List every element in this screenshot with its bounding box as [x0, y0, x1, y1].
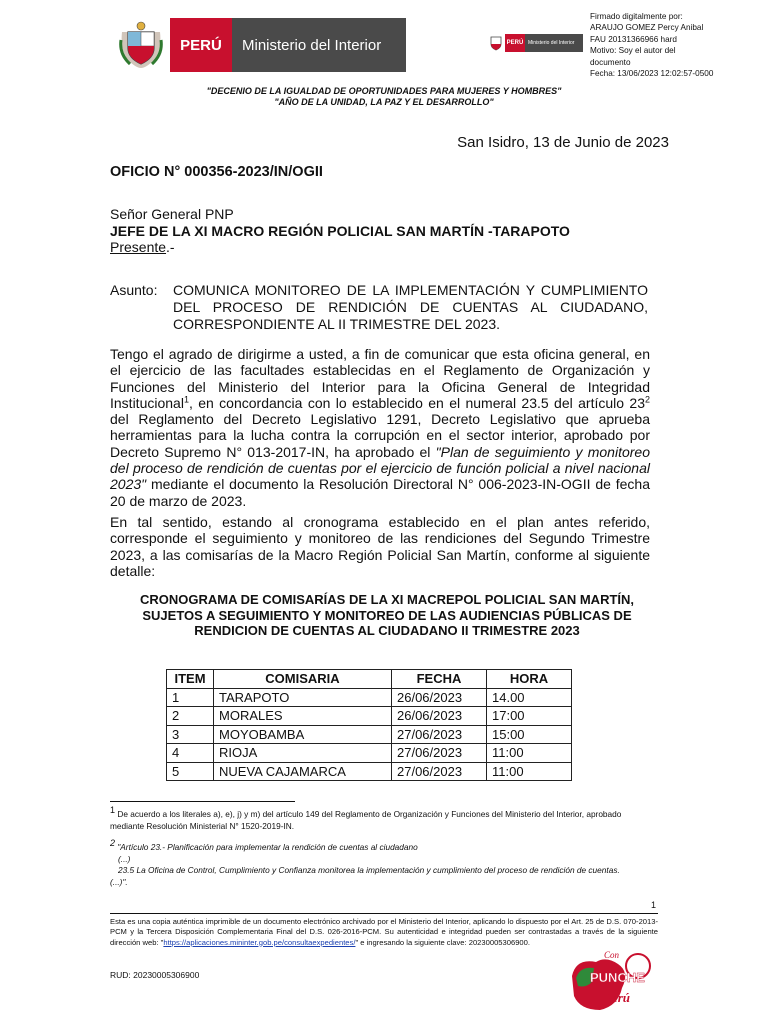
- footnote-1-number: 1: [110, 805, 116, 816]
- table-cell: 15:00: [487, 725, 572, 744]
- verification-link[interactable]: https://aplicaciones.mininter.gob.pe/consultaexpedientes/: [163, 937, 356, 947]
- table-cell: 27/06/2023: [392, 725, 487, 744]
- signature-logo-country: PERÚ: [505, 34, 525, 52]
- table-row: [167, 688, 572, 707]
- footer-divider: [110, 913, 658, 914]
- footnote-1-text: De acuerdo a los literales a), e), j) y m) del artículo 149 del Reglamento de Organización y Funciones del Ministerio del Interior, aprobado mediante Resolución Ministerial N° 1520-2019-IN.: [110, 809, 622, 831]
- table-cell: 17:00: [487, 707, 572, 726]
- recipient-title: Señor General PNP: [110, 206, 234, 222]
- column-header: COMISARIA: [214, 670, 392, 689]
- footnote-2-line: (...)".: [110, 876, 128, 887]
- document-date: San Isidro, 13 de Junio de 2023: [457, 134, 669, 151]
- table-cell: 26/06/2023: [392, 707, 487, 726]
- peru-label: PERÚ: [170, 18, 232, 72]
- punche-word: PUNCHE: [590, 970, 645, 985]
- ministry-logo: [112, 18, 406, 72]
- table-header-row: [167, 670, 572, 689]
- presente-line: [110, 239, 570, 256]
- column-header: ITEM: [167, 670, 214, 689]
- table-cell: 27/06/2023: [392, 762, 487, 781]
- table-cell: 11:00: [487, 744, 572, 763]
- oficio-number: OFICIO N° 000356-2023/IN/OGII: [110, 164, 323, 180]
- footnote-2-line: (...): [118, 853, 131, 864]
- signature-line: documento: [590, 57, 631, 67]
- decenio-line-1: "DECENIO DE LA IGUALDAD DE OPORTUNIDADES PARA MUJERES Y HOMBRES": [206, 86, 562, 96]
- table-cell: MORALES: [214, 707, 392, 726]
- signature-line: FAU 20131366966 hard: [590, 34, 677, 44]
- signature-logo: [487, 34, 583, 52]
- column-header: FECHA: [392, 670, 487, 689]
- table-cell: 14.00: [487, 688, 572, 707]
- p1-part-a: Tengo el agrado de dirigirme a usted, a fin de comunicar que esta oficina general, en el ejercicio de las facultades establecidas en el Reglamento de Organización y Funciones del Ministerio del Interior para la Oficina General de Integridad Institucional: [110, 346, 650, 411]
- cronograma-title: CRONOGRAMA DE COMISARÍAS DE LA XI MACREPOL POLICIAL SAN MARTÍN, SUJETOS A SEGUIMIENTO Y MONITOREO DE LAS AUDIENCIAS PÚBLICAS DE RENDICION DE CUENTAS AL CIUDADANO II TRIMESTRE 2023: [140, 592, 635, 638]
- table-row: [167, 725, 572, 744]
- table-cell: MOYOBAMBA: [214, 725, 392, 744]
- table-cell: 3: [167, 725, 214, 744]
- footnote-2-line: [110, 838, 655, 854]
- signature-line: Fecha: 13/06/2023 12:02:57-0500: [590, 69, 714, 79]
- recipient-block: [110, 206, 570, 256]
- body-paragraph-2: En tal sentido, estando al cronograma establecido en el plan antes referido, corresponde el seguimiento y monitoreo de las rendiciones del Segundo Trimestre 2023, a las comisarías de la Macro Región Policial San Martín, conforme al siguiente detalle:: [110, 514, 650, 579]
- decenio-header: [0, 86, 768, 108]
- punche-peru: Perú: [604, 990, 630, 1005]
- footnote-2-line: 23.5 La Oficina de Control, Cumplimiento y Confianza monitorea la implementación y cumplimiento del proceso de rendición de cuentas.: [118, 865, 620, 875]
- decenio-line-2: "AÑO DE LA UNIDAD, LA PAZ Y EL DESARROLLO": [274, 97, 494, 107]
- table-cell: 11:00: [487, 762, 572, 781]
- rud-code: RUD: 20230005306900: [110, 970, 200, 980]
- footnote-ref-1: 1: [183, 394, 189, 405]
- presente-suffix: .-: [166, 239, 175, 255]
- signature-line: ARAUJO GOMEZ Percy Anibal: [590, 23, 704, 33]
- table-cell: 4: [167, 744, 214, 763]
- table-row: [167, 744, 572, 763]
- small-coat-of-arms-icon: [487, 34, 505, 52]
- digital-signature-block: [590, 11, 762, 79]
- footnote-1: [110, 805, 655, 832]
- table-cell: TARAPOTO: [214, 688, 392, 707]
- schedule-table: [166, 669, 572, 781]
- table-cell: 26/06/2023: [392, 688, 487, 707]
- p1-part-d: mediante el documento la Resolución Directoral N° 006-2023-IN-OGII de fecha 20 de marzo de 2023.: [110, 476, 650, 509]
- presente-word: Presente: [110, 239, 167, 255]
- footer-text-a: Esta es una copia auténtica imprimible de un documento electrónico archivado por el Ministerio del Interior, aplicando lo dispuesto por el Art. 25 de D.S. 070-2013-PCM y la Tercera Disposición Complementaria Final del D.S. 026-2016-PCM. Su autenticidad e integridad pueden ser contrastadas a través de la siguiente dirección web: ": [110, 917, 658, 947]
- signature-line: Firmado digitalmente por:: [590, 12, 683, 21]
- table-cell: RIOJA: [214, 744, 392, 763]
- footnote-2-text: "Artículo 23.- Planificación para implementar la rendición de cuentas al ciudadano: [117, 842, 418, 852]
- table-cell: 5: [167, 762, 214, 781]
- table-cell: 1: [167, 688, 214, 707]
- table-row: [167, 762, 572, 781]
- page-number: 1: [651, 900, 657, 910]
- column-header: HORA: [487, 670, 572, 689]
- footnote-2-number: 2: [110, 838, 116, 849]
- plan-title: "Plan de seguimiento y monitoreo del proceso de rendición de cuentas por el ejercicio de función policial a nivel nacional 2023": [110, 443, 650, 493]
- p1-part-c: del Reglamento del Decreto Legislativo 1291, Decreto Legislativo que aprueba herramientas para la lucha contra la corrupción en el sector interior, aprobado por Decreto Supremo N° 013-2017-IN, ha aprobado el: [110, 411, 650, 460]
- punche-con: Con: [604, 950, 620, 960]
- coat-of-arms-icon: [112, 18, 170, 72]
- table-row: [167, 707, 572, 726]
- signature-logo-ministry: Ministerio del Interior: [525, 34, 583, 52]
- asunto-text: COMUNICA MONITOREO DE LA IMPLEMENTACIÓN Y CUMPLIMIENTO DEL PROCESO DE RENDICIÓN DE CUENTAS AL CIUDADANO, CORRESPONDIENTE AL II TRIMESTRE DEL 2023.: [173, 282, 648, 332]
- signature-line: Motivo: Soy el autor del: [590, 46, 676, 56]
- con-punche-peru-logo: [566, 948, 656, 1014]
- p1-part-b: , en concordancia con lo establecido en el numeral 23.5 del artículo 23: [188, 394, 645, 411]
- table-cell: NUEVA CAJAMARCA: [214, 762, 392, 781]
- table-cell: 2: [167, 707, 214, 726]
- footnote-divider: [110, 801, 295, 802]
- ministry-label: Ministerio del Interior: [232, 18, 406, 72]
- recipient-position: JEFE DE LA XI MACRO REGIÓN POLICIAL SAN MARTÍN -TARAPOTO: [110, 222, 570, 239]
- table-cell: 27/06/2023: [392, 744, 487, 763]
- footnote-2: [110, 838, 655, 888]
- footer-text-b: " e ingresando la siguiente clave: 20230005306900.: [355, 937, 530, 947]
- asunto-label: Asunto:: [110, 282, 158, 298]
- footnote-ref-2: 2: [644, 394, 650, 405]
- authenticity-footer: [110, 917, 658, 948]
- body-paragraph-1: [110, 346, 650, 509]
